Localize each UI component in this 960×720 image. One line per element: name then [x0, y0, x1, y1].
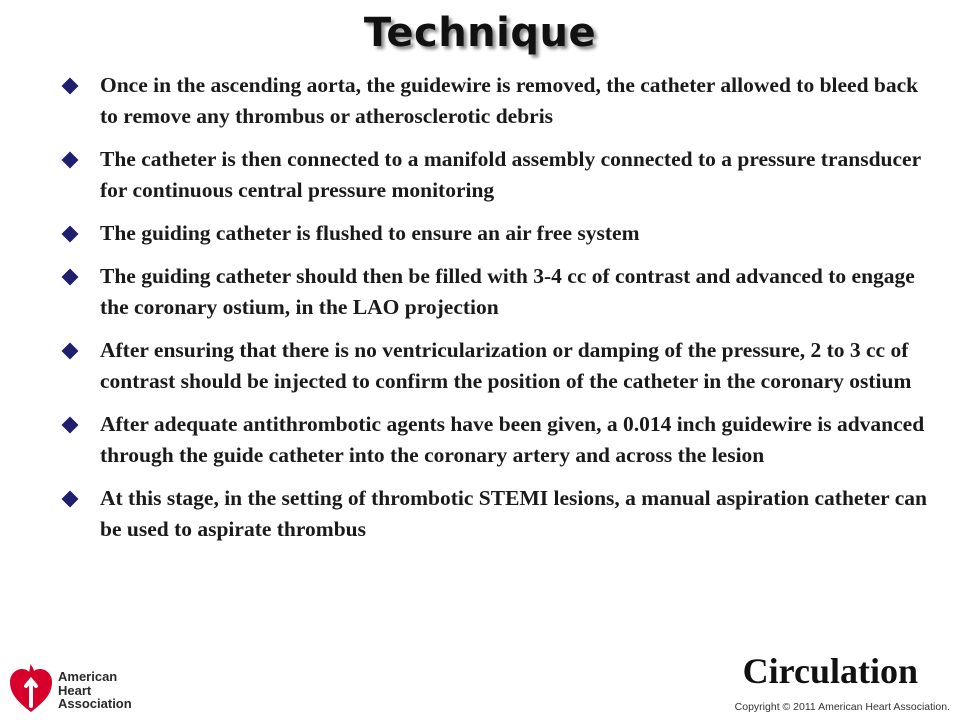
logo-line: Heart [58, 682, 92, 698]
bullet-text: The catheter is then connected to a manifold assembly connected to a pressure transducer for continuous central pressure monitoring [100, 147, 921, 202]
diamond-bullet-icon [62, 152, 79, 169]
bullet-text: The guiding catheter should then be filled with 3-4 cc of contrast and advanced to engage the coronary ostium, in the LAO projection [100, 264, 915, 319]
diamond-bullet-icon [62, 226, 79, 243]
bullet-text: At this stage, in the setting of thrombotic STEMI lesions, a manual aspiration catheter can be used to aspirate thrombus [100, 486, 927, 541]
diamond-bullet-icon [62, 269, 79, 286]
bullet-item [60, 483, 940, 545]
bullet-item [60, 409, 940, 471]
diamond-bullet-icon [62, 78, 79, 95]
aha-logo [8, 662, 158, 716]
bullet-item [60, 335, 940, 397]
copyright-notice: Copyright © 2011 American Heart Association. [734, 701, 950, 713]
diamond-bullet-icon [62, 343, 79, 360]
bullet-item [60, 218, 940, 249]
slide-title: Technique [363, 10, 597, 56]
heart-torch-icon [8, 662, 54, 716]
journal-name: Circulation [742, 651, 918, 691]
bullet-text: Once in the ascending aorta, the guidewire is removed, the catheter allowed to bleed back to remove any thrombus or atherosclerotic debris [100, 73, 919, 128]
bullet-item [60, 261, 940, 323]
bullet-text: The guiding catheter is flushed to ensure an air free system [100, 221, 640, 245]
bullet-text: After ensuring that there is no ventricularization or damping of the pressure, 2 to 3 cc of contrast should be injected to confirm the position of the catheter in the coronary ostium [100, 338, 912, 393]
aha-logo-text [58, 670, 132, 711]
diamond-bullet-icon [62, 491, 79, 508]
bullet-item [60, 144, 940, 206]
bullet-text: After adequate antithrombotic agents have been given, a 0.014 inch guidewire is advanced through the guide catheter into the coronary artery and across the lesion [100, 412, 925, 467]
bullet-item [60, 70, 940, 132]
diamond-bullet-icon [62, 417, 79, 434]
logo-line: American [58, 669, 118, 684]
logo-line: Association [58, 696, 132, 711]
bullet-list [60, 70, 940, 557]
